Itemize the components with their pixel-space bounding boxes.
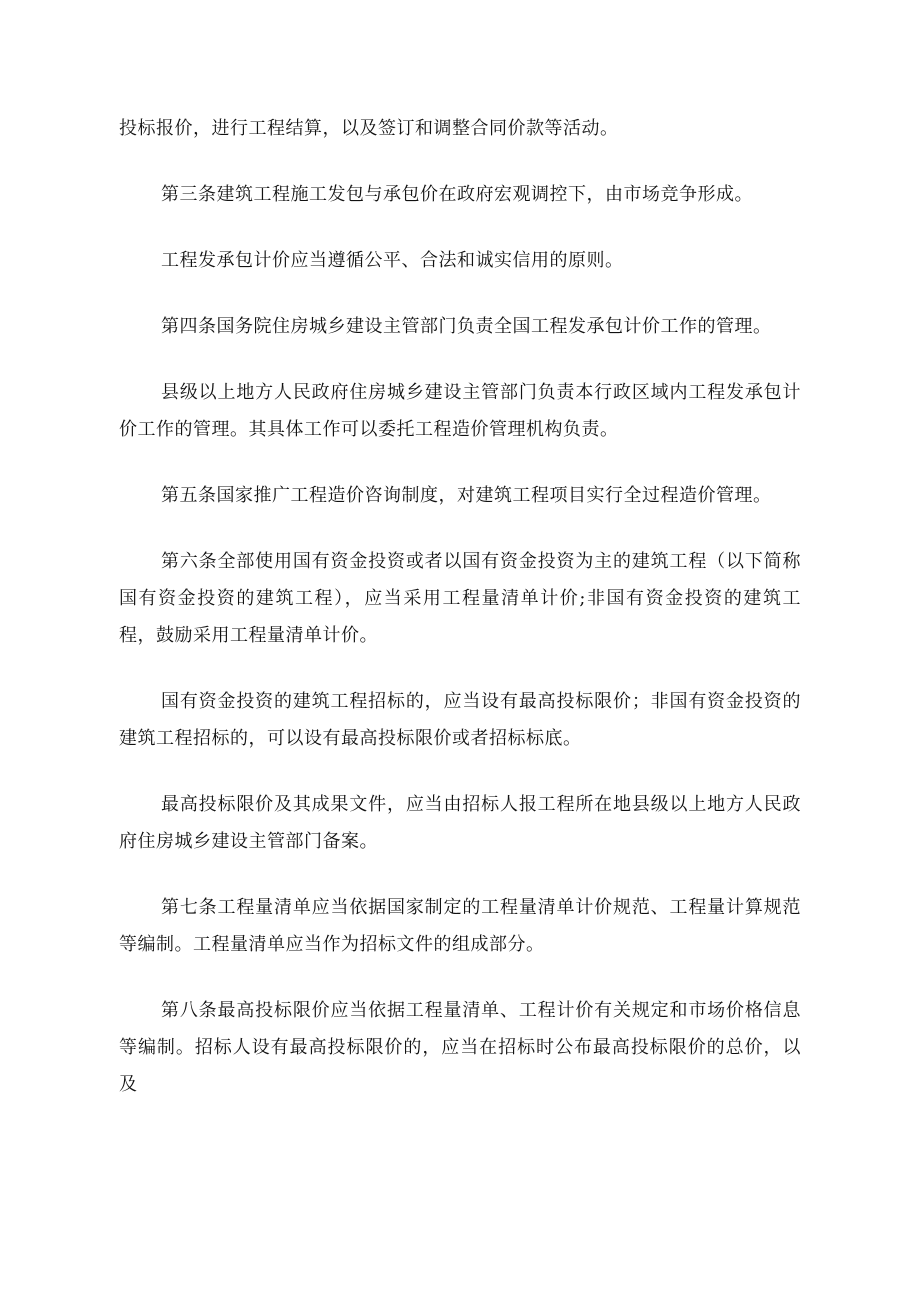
paragraph-filing: 最高投标限价及其成果文件，应当由招标人报工程所在地县级以上地方人民政府住房城乡建设主管部门备案。 bbox=[119, 794, 801, 852]
paragraph-bidding-limit: 国有资金投资的建筑工程招标的，应当设有最高投标限价；非国有资金投资的建筑工程招标的，可以设有最高投标限价或者招标标底。 bbox=[119, 691, 801, 749]
paragraph-article-4: 第四条国务院住房城乡建设主管部门负责全国工程发承包计价工作的管理。 bbox=[161, 316, 772, 337]
paragraph-article-8: 第八条最高投标限价应当依据工程量清单、工程计价有关规定和市场价格信息等编制。招标人设有最高投标限价的，应当在招标时公布最高投标限价的总价，以及 bbox=[119, 1000, 801, 1095]
paragraph-continuation: 投标报价，进行工程结算，以及签订和调整合同价款等活动。 bbox=[119, 118, 619, 139]
paragraph-article-6: 第六条全部使用国有资金投资或者以国有资金投资为主的建筑工程（以下简称国有资金投资的建筑工程），应当采用工程量清单计价;非国有资金投资的建筑工程，鼓励采用工程量清单计价。 bbox=[119, 551, 801, 646]
paragraph-article-7: 第七条工程量清单应当依据国家制定的工程量清单计价规范、工程量计算规范等编制。工程量清单应当作为招标文件的组成部分。 bbox=[119, 897, 801, 955]
paragraph-article-3: 第三条建筑工程施工发包与承包价在政府宏观调控下，由市场竞争形成。 bbox=[161, 184, 753, 205]
paragraph-article-5: 第五条国家推广工程造价咨询制度，对建筑工程项目实行全过程造价管理。 bbox=[161, 485, 772, 506]
document-page bbox=[119, 110, 801, 1132]
paragraph-local-authority: 县级以上地方人民政府住房城乡建设主管部门负责本行政区域内工程发承包计价工作的管理。其具体工作可以委托工程造价管理机构负责。 bbox=[119, 382, 801, 440]
paragraph-pricing-principle: 工程发承包计价应当遵循公平、合法和诚实信用的原则。 bbox=[161, 250, 624, 271]
